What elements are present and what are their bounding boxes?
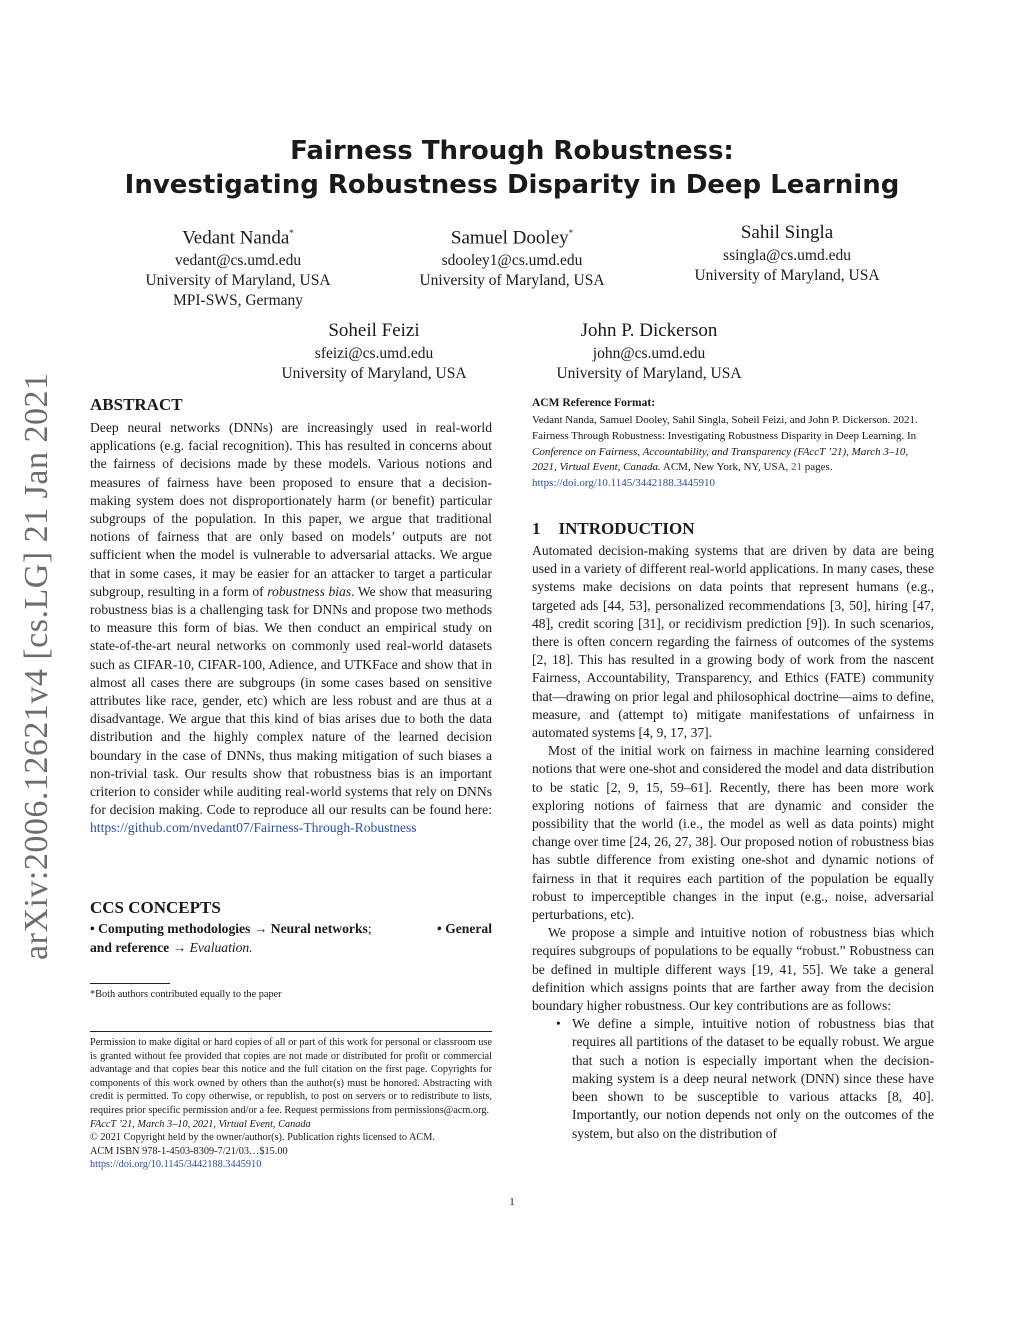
author-name: Vedant Nanda* bbox=[182, 227, 294, 249]
footnote-rule bbox=[90, 983, 170, 984]
author-name: John P. Dickerson bbox=[580, 320, 718, 341]
abstract-heading: ABSTRACT bbox=[90, 395, 183, 414]
footnote: *Both authors contributed equally to the paper bbox=[90, 989, 282, 1000]
permission-block: Permission to make digital or hard copies of all or part of this work for personal or classroom use is granted without fee provided that copies are not made or distributed for profit or commercial advantage and that copies bear this notice and the full citation on the first page. Copyrights for components of this work owned by others than the author(s) must be honored. Abstracting with credit is permitted. To copy otherwise, or republish, to post on servers or to redistribute to lists, requires prior specific permission and/or a fee. Request permissions from permissions@acm.org. FAccT ’21, March 3–10, 2021, Virtual Event, Canada © 2021 Copyright held by the owner/author(s). Publication rights licensed to ACM. ACM ISBN 978-1-4503-8309-7/21/03…$15.00 https://doi.org/10.1145/3442188.3445910 bbox=[90, 1037, 492, 1171]
author-block-1 bbox=[118, 220, 358, 311]
intro-paragraph-2: Most of the initial work on fairness in machine learning considered notions that were one-shot and considered the model and data distribution to be static [2, 9, 15, 59–61]. Recently, there has been more work exploring notions of fairness that are dynamic and consider the possibility that the world (i.e., the model as well as data points) might change over time [24, 26, 27, 38]. Our proposed notion of robustness bias has subtle difference from existing one-shot and dynamic notions of fairness in that it requires each partition of the population be equally robust to imperceptible changes in the input (e.g., noise, adversarial perturbations, etc). bbox=[532, 743, 934, 923]
author-block-4 bbox=[254, 318, 494, 384]
author-affiliation: University of Maryland, USA bbox=[419, 272, 605, 290]
page-number: 1 bbox=[509, 1196, 515, 1208]
author-name: Soheil Feizi bbox=[328, 320, 420, 341]
intro-paragraph-1: Automated decision-making systems that are driven by data are being used in a variety of different real-world applications. In many cases, these systems make decisions on data points that represent humans (e.g., targeted ads [44, 53], personalized recommendations [3, 50], hiring [47, 48], credit scoring [31], or recidivism prediction [9]). In such scenarios, there is often concern regarding the fairness of outcomes of the systems [2, 18]. This has resulted in a growing body of work from the nascent Fairness, Accountability, Transparency, and Ethics (FATE) community that—drawing on prior legal and philosophical doctrine—aims to define, measure, and (attempt to) mitigate manifestations of unfairness in automated systems [4, 9, 17, 37]. bbox=[532, 543, 934, 741]
author-name: Sahil Singla bbox=[740, 222, 834, 243]
author-affiliation: University of Maryland, USA bbox=[556, 365, 742, 382]
paper-title-line-2: Investigating Robustness Disparity in Deep Learning bbox=[124, 170, 900, 200]
author-email: sdooley1@cs.umd.edu bbox=[441, 252, 583, 270]
contribution-bullet-1: • We define a simple, intuitive notion of robustness bias that requires all partitions of the dataset to be equally robust. We argue that such a notion is especially important when the decision-making system is a deep neural network (DNN) since these have been shown to be susceptible to various attacks [8, 40]. Importantly, our notion depends not only on the outcomes of the system, but also on the distribution of bbox=[572, 1015, 934, 1142]
intro-paragraph-3: We propose a simple and intuitive notion of robustness bias which requires subgroups of populations to be equally “robust.” Robustness can be defined in multiple different ways [19, 41, 55]. We take a general definition which assigns points that are farther away from the decision boundary higher robustness. Our key contributions are as follows: bbox=[532, 925, 934, 1014]
author-affiliation: University of Maryland, USA bbox=[281, 365, 467, 382]
permission-rule bbox=[90, 1031, 492, 1032]
abstract-body: Deep neural networks (DNNs) are increasingly used in real-world applications (e.g. facial recognition). This has resulted in concerns about the fairness of decisions made by these models. Various notions and measures of fairness have been proposed to ensure that a decision-making system does not disproportionately harm (or benefit) particular subgroups of the population. In this paper, we argue that traditional notions of fairness that are only based on models’ outputs are not sufficient when the model is vulnerable to adversarial attacks. We argue that in some cases, it may be easier for an attacker to target a particular subgroup, resulting in a form of robustness bias. We show that measuring robustness bias is a challenging task for DNNs and propose two methods to measure this form of bias. We then conduct an empirical study on state-of-the-art neural networks on commonly used real-world datasets such as CIFAR-10, CIFAR-100, Adience, and UTKFace and show that in almost all cases there are subgroups (in some cases based on sensitive attributes like race, gender, etc) which are less robust and are thus at a disadvantage. We argue that this kind of bias arises due to both the data distribution and the highly complex nature of the learned decision boundary in the case of DNNs, thus making mitigation of such biases a non-trivial task. Our results show that robustness bias is an important criterion to consider while auditing real-world systems that rely on DNNs for decision making. Code to reproduce all our results can be found here: https://github.com/nvedant07/Fairness-Through-Robustness bbox=[90, 420, 492, 836]
author-email: ssingla@cs.umd.edu bbox=[723, 247, 851, 264]
paper-title-line-1: Fairness Through Robustness: bbox=[290, 136, 734, 166]
arxiv-stamp: arXiv:2006.12621v4 [cs.LG] 21 Jan 2021 bbox=[18, 372, 55, 960]
acm-ref-heading: ACM Reference Format: bbox=[532, 397, 656, 409]
author-email: john@cs.umd.edu bbox=[592, 345, 706, 362]
author-affiliation-2: MPI-SWS, Germany bbox=[172, 292, 304, 310]
author-email: sfeizi@cs.umd.edu bbox=[314, 345, 434, 362]
author-block-3 bbox=[667, 220, 907, 286]
ccs-concepts: • Computing methodologies → Neural networks; • General and reference → Evaluation. bbox=[90, 921, 492, 955]
author-block-2 bbox=[392, 220, 632, 291]
acm-ref-body: Vedant Nanda, Samuel Dooley, Sahil Singla, Soheil Feizi, and John P. Dickerson. 2021. Fairness Through Robustness: Investigating Robustness Disparity in Deep Learning. In Conference on Fairness, Accountability, and Transparency (FAccT ’21), March 3–10, 2021, Virtual Event, Canada. ACM, New York, NY, USA, 21 pages. https://doi.org/10.1145/3442188.3445910 bbox=[532, 414, 918, 490]
author-affiliation: University of Maryland, USA bbox=[694, 267, 880, 284]
author-affiliation: University of Maryland, USA bbox=[145, 272, 331, 290]
acm-ref-doi-link[interactable]: https://doi.org/10.1145/3442188.3445910 bbox=[532, 477, 716, 490]
permission-doi-link[interactable]: https://doi.org/10.1145/3442188.3445910 bbox=[90, 1159, 262, 1171]
intro-heading: 1 INTRODUCTION bbox=[532, 519, 695, 538]
code-link[interactable]: https://github.com/nvedant07/Fairness-Through-Robustness bbox=[90, 820, 417, 836]
ccs-heading: CCS CONCEPTS bbox=[90, 898, 221, 917]
author-email: vedant@cs.umd.edu bbox=[174, 252, 302, 270]
author-name: Samuel Dooley* bbox=[450, 227, 574, 249]
author-block-5 bbox=[529, 318, 769, 384]
intro-body bbox=[532, 542, 934, 1143]
